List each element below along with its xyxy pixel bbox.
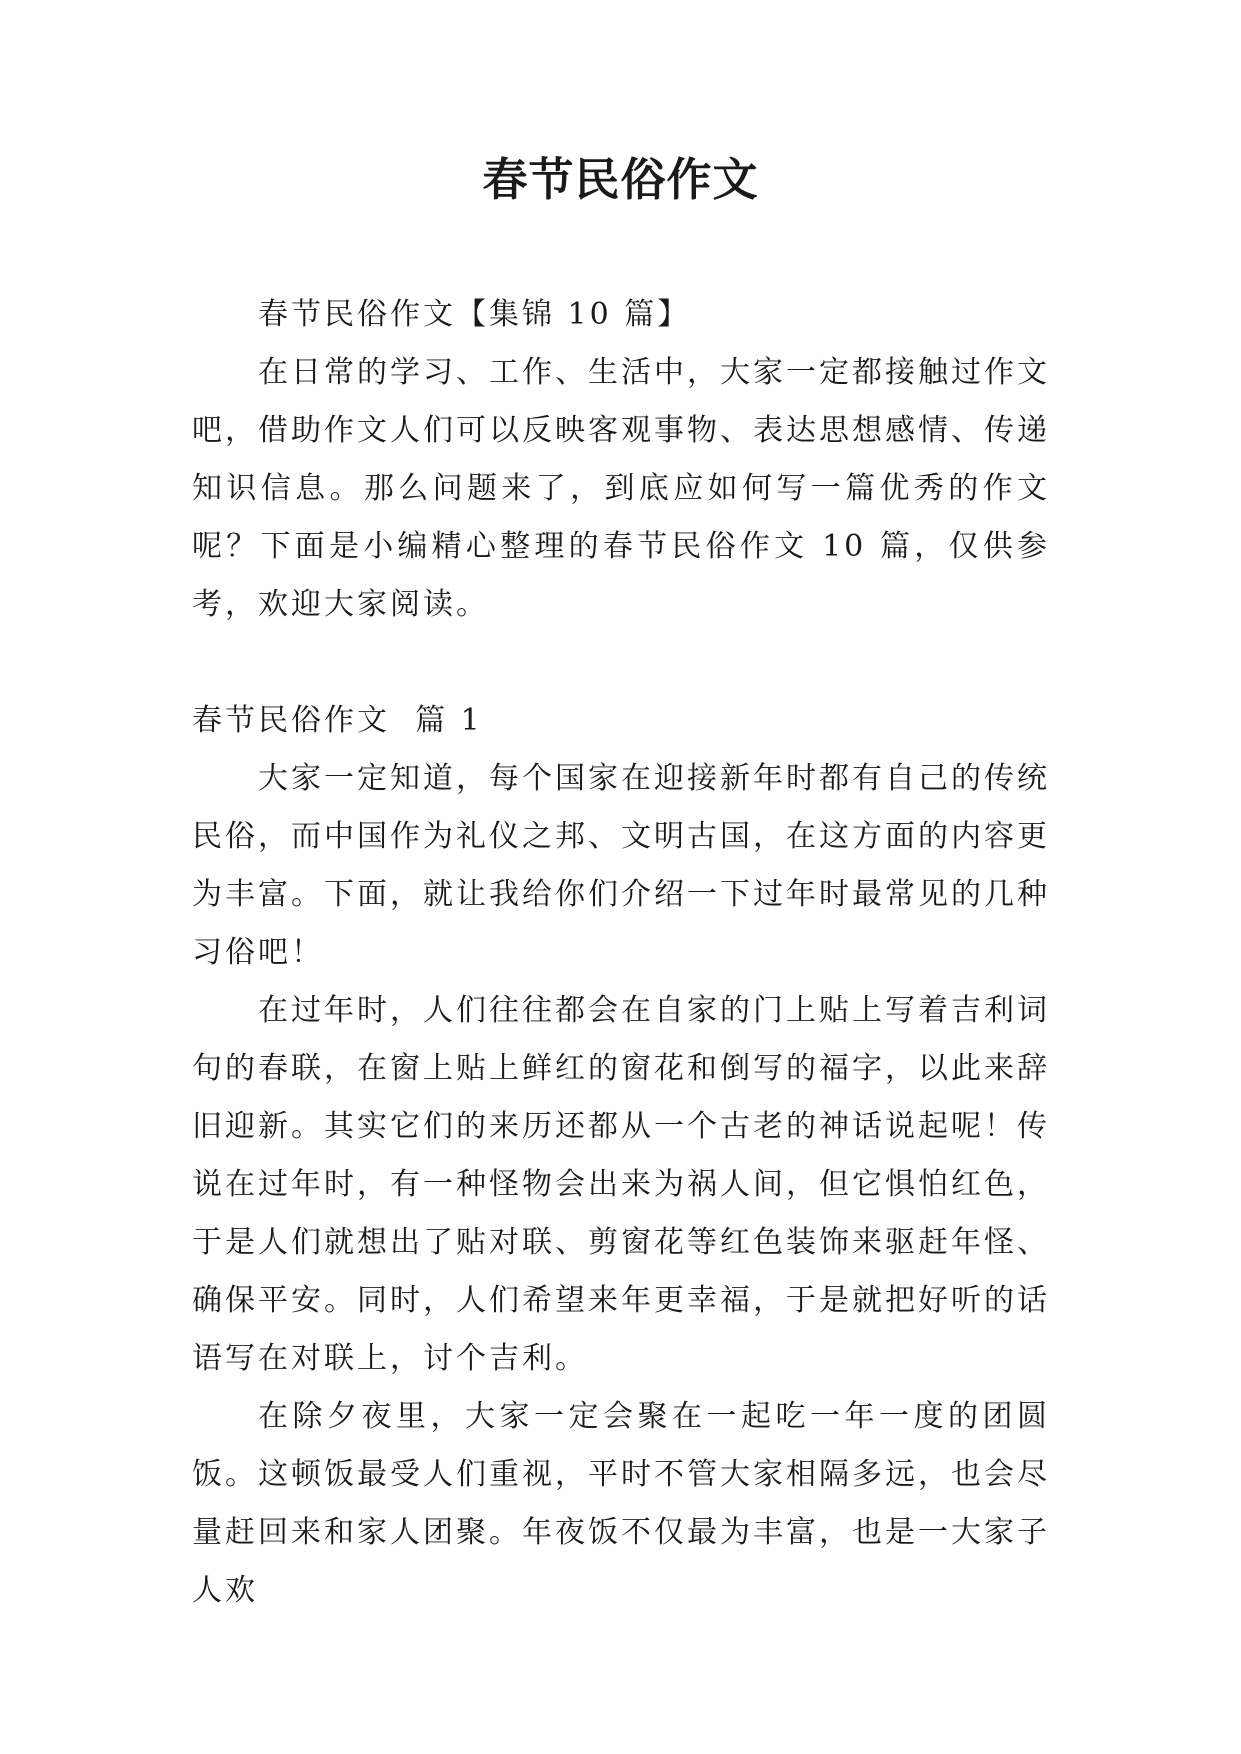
document-subtitle: 春节民俗作文【集锦 10 篇】 <box>258 297 691 332</box>
body-paragraph: 在过年时，人们往往都会在自家的门上贴上写着吉利词句的春联，在窗上贴上鲜红的窗花和倒写的福字，以此来辞旧迎新。其实它们的来历还都从一个古老的神话说起呢！传说在过年时，有一种怪物会出来为祸人间，但它惧怕红色，于是人们就想出了贴对联、剪窗花等红色装饰来驱赶年怪、确保平安。同时，人们希望来年更幸福，于是就把好听的话语写在对联上，讨个吉利。 <box>192 993 1050 1376</box>
section-heading: 春节民俗作文 篇 1 <box>192 703 483 738</box>
document-body <box>192 286 1050 1620</box>
body-paragraph: 大家一定知道，每个国家在迎接新年时都有自己的传统民俗，而中国作为礼仪之邦、文明古国，在这方面的内容更为丰富。下面，就让我给你们介绍一下过年时最常见的几种习俗吧！ <box>192 761 1050 970</box>
body-paragraph: 在除夕夜里，大家一定会聚在一起吃一年一度的团圆饭。这顿饭最受人们重视，平时不管大家相隔多远，也会尽量赶回来和家人团聚。年夜饭不仅最为丰富，也是一大家子人欢 <box>192 1399 1050 1608</box>
intro-paragraph: 在日常的学习、工作、生活中，大家一定都接触过作文吧，借助作文人们可以反映客观事物、表达思想感情、传递知识信息。那么问题来了，到底应如何写一篇优秀的作文呢？下面是小编精心整理的春节民俗作文 10 篇，仅供参考，欢迎大家阅读。 <box>192 355 1050 622</box>
document-title: 春节民俗作文 <box>482 153 759 206</box>
